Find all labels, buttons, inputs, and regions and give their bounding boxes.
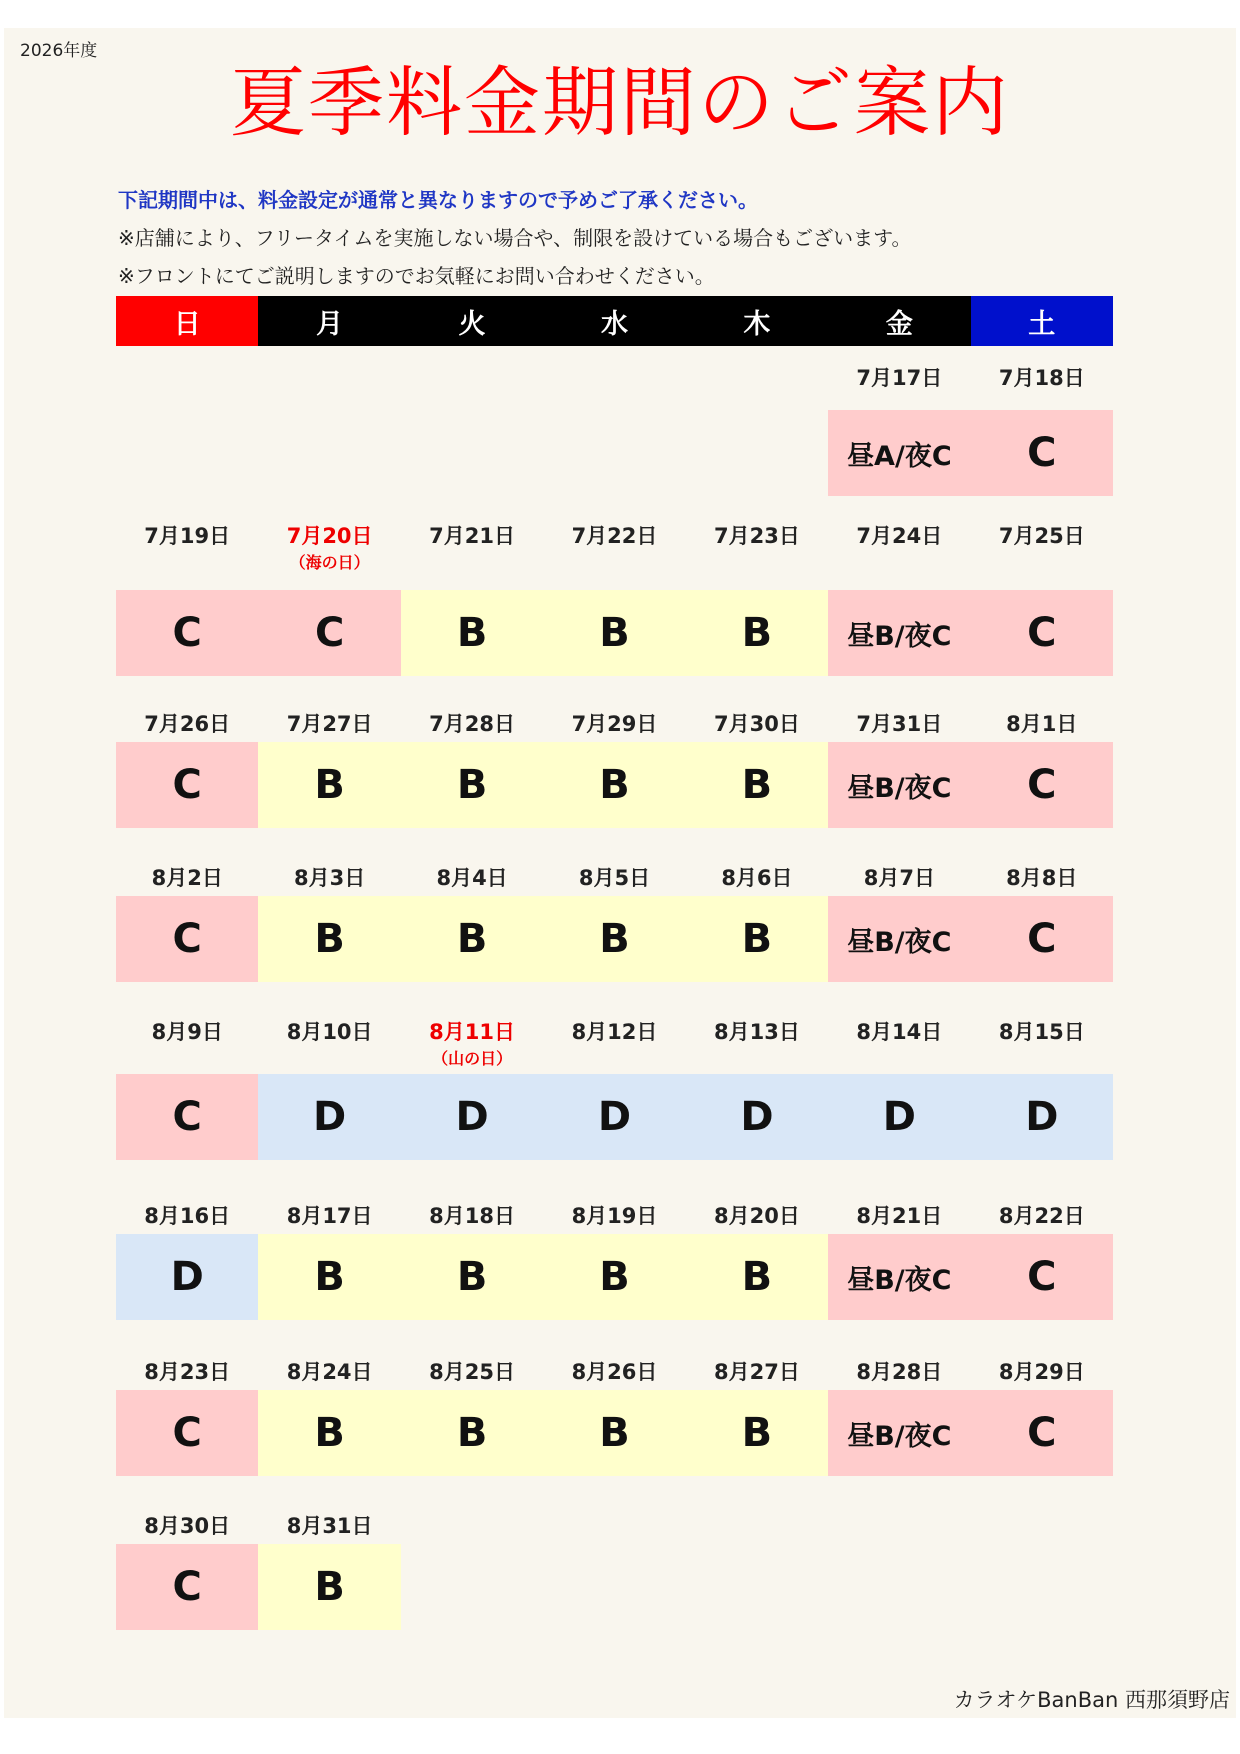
rate-cell: D — [543, 1074, 685, 1160]
rate-cell: B — [543, 742, 685, 828]
day-date: 8月14日 — [856, 1020, 943, 1044]
day-date: 8月4日 — [436, 866, 508, 890]
weekday-header — [116, 296, 1113, 346]
day-date: 8月13日 — [714, 1020, 800, 1044]
day-date: 7月25日 — [998, 524, 1085, 548]
note-freetime: ※店舗により、フリータイムを実施しない場合や、制限を設けている場合もございます。 — [118, 226, 912, 250]
rate-cell: C — [116, 742, 258, 828]
day-date: 8月29日 — [998, 1360, 1085, 1384]
day-date: 8月1日 — [1006, 712, 1078, 736]
rate-cell: 昼B/夜C — [828, 742, 970, 828]
lead-note: 下記期間中は、料金設定が通常と異なりますので予めご了承ください。 — [118, 188, 758, 212]
day-date: 8月10日 — [286, 1020, 373, 1044]
rate-cell: D — [828, 1074, 970, 1160]
day-date: 8月5日 — [578, 866, 651, 890]
day-date: 8月11日 — [429, 1020, 515, 1044]
day-date: 8月31日 — [286, 1514, 373, 1538]
rate-cell: C — [971, 742, 1113, 828]
day-date: 8月23日 — [144, 1360, 231, 1384]
rate-cell: 昼A/夜C — [828, 410, 970, 496]
day-date: 8月17日 — [286, 1204, 373, 1228]
rate-cell: B — [686, 1390, 828, 1476]
weekday-mon: 月 — [258, 296, 400, 346]
rate-cell: B — [543, 896, 685, 982]
day-date: 8月22日 — [998, 1204, 1085, 1228]
rate-cell: B — [686, 590, 828, 676]
rate-cell: C — [116, 590, 258, 676]
rate-cell: C — [971, 410, 1113, 496]
rate-cell: B — [401, 1390, 543, 1476]
day-date: 7月21日 — [429, 524, 515, 548]
rate-cell: B — [258, 1390, 400, 1476]
day-date: 8月15日 — [998, 1020, 1085, 1044]
day-date: 8月7日 — [863, 866, 935, 890]
weekday-wed: 水 — [543, 296, 685, 346]
day-date: 8月12日 — [571, 1020, 658, 1044]
page-title: 夏季料金期間のご案内 — [230, 58, 1010, 147]
day-date: 8月16日 — [144, 1204, 231, 1228]
rate-cell: C — [258, 590, 400, 676]
rate-cell: B — [543, 590, 685, 676]
rate-cell: 昼B/夜C — [828, 1390, 970, 1476]
day-date: 7月30日 — [714, 712, 800, 736]
day-date: 8月24日 — [286, 1360, 373, 1384]
rate-cell: B — [401, 896, 543, 982]
day-date: 8月21日 — [856, 1204, 943, 1228]
rate-cell: D — [401, 1074, 543, 1160]
rate-cell: B — [258, 742, 400, 828]
rate-cell: 昼B/夜C — [828, 896, 970, 982]
day-date: 7月22日 — [571, 524, 658, 548]
day-date: 8月25日 — [429, 1360, 515, 1384]
rate-cell: C — [971, 590, 1113, 676]
rate-cell: 昼B/夜C — [828, 1234, 970, 1320]
rate-cell: C — [116, 1544, 258, 1630]
day-date: 7月26日 — [144, 712, 231, 736]
holiday-name: （山の日） — [432, 1049, 513, 1068]
rate-cell: C — [971, 1234, 1113, 1320]
day-date: 8月26日 — [571, 1360, 658, 1384]
day-date: 7月18日 — [998, 366, 1085, 390]
holiday-name: （海の日） — [289, 553, 370, 572]
day-date: 7月28日 — [429, 712, 515, 736]
day-date: 8月28日 — [856, 1360, 943, 1384]
day-date: 8月2日 — [151, 866, 223, 890]
rate-cell: D — [686, 1074, 828, 1160]
day-date: 7月23日 — [714, 524, 800, 548]
day-date: 8月8日 — [1006, 866, 1078, 890]
rate-cell: B — [401, 590, 543, 676]
rate-cell: D — [971, 1074, 1113, 1160]
rate-cell: B — [258, 1544, 400, 1630]
rate-cell: B — [401, 1234, 543, 1320]
rate-cell: B — [401, 742, 543, 828]
weekday-fri: 金 — [828, 296, 970, 346]
rate-cell: C — [971, 1390, 1113, 1476]
store-name: カラオケBanBan 西那須野店 — [953, 1688, 1230, 1712]
day-date: 8月19日 — [571, 1204, 658, 1228]
day-date: 7月29日 — [571, 712, 658, 736]
rate-cell: C — [116, 1074, 258, 1160]
day-date: 7月19日 — [144, 524, 231, 548]
rate-cell: B — [258, 896, 400, 982]
rate-cell: 昼B/夜C — [828, 590, 970, 676]
rate-cell: B — [543, 1234, 685, 1320]
rate-cell: B — [258, 1234, 400, 1320]
weekday-sun: 日 — [116, 296, 258, 346]
rate-cell: B — [686, 742, 828, 828]
day-date: 8月27日 — [714, 1360, 800, 1384]
rate-cell: B — [543, 1390, 685, 1476]
day-date: 7月27日 — [286, 712, 373, 736]
day-date: 8月30日 — [144, 1514, 231, 1538]
day-date: 8月3日 — [294, 866, 366, 890]
day-date: 8月18日 — [429, 1204, 515, 1228]
rate-cell: B — [686, 1234, 828, 1320]
day-date: 7月24日 — [856, 524, 943, 548]
day-date: 7月17日 — [856, 366, 943, 390]
rate-cell: D — [258, 1074, 400, 1160]
rate-cell: C — [971, 896, 1113, 982]
fiscal-year: 2026年度 — [20, 41, 98, 61]
day-date: 8月20日 — [714, 1204, 800, 1228]
day-date: 7月31日 — [856, 712, 943, 736]
day-date: 8月9日 — [151, 1020, 223, 1044]
note-front-desk: ※フロントにてご説明しますのでお気軽にお問い合わせください。 — [118, 264, 715, 288]
rate-cell: C — [116, 1390, 258, 1476]
rate-cell: B — [686, 896, 828, 982]
rate-cell: D — [116, 1234, 258, 1320]
weekday-tue: 火 — [401, 296, 543, 346]
rate-cell: C — [116, 896, 258, 982]
weekday-sat: 土 — [971, 296, 1113, 346]
day-date: 8月6日 — [721, 866, 793, 890]
day-date: 7月20日 — [286, 524, 373, 548]
weekday-thu: 木 — [686, 296, 828, 346]
